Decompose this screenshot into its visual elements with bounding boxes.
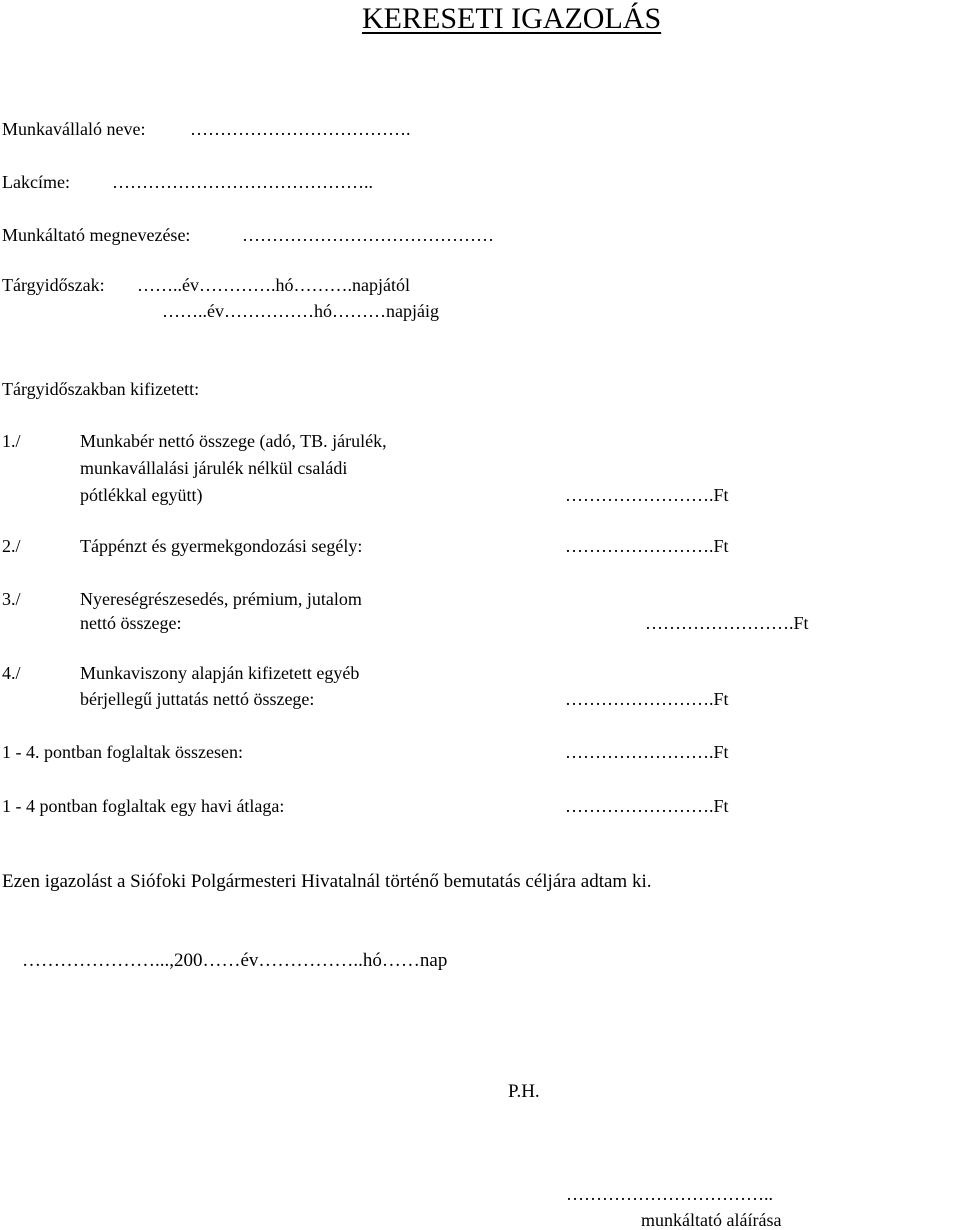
item-number: 2./ bbox=[2, 536, 21, 556]
total-sum-label: 1 - 4. pontban foglaltak összesen: bbox=[2, 742, 243, 762]
monthly-average-label: 1 - 4 pontban foglaltak egy havi átlaga: bbox=[2, 796, 285, 816]
employer-label: Munkáltató megnevezése: bbox=[2, 225, 191, 245]
item-label-line: Táppénzt és gyermekgondozási segély: bbox=[80, 536, 363, 556]
item-label-line: Munkabér nettó összege (adó, TB. járulék, bbox=[80, 431, 387, 451]
stamp-placeholder: P.H. bbox=[508, 1081, 540, 1102]
item-label-line: bérjellegű juttatás nettó összege: bbox=[80, 689, 315, 709]
document-title: KERESETI IGAZOLÁS bbox=[362, 2, 662, 35]
item-number: 4./ bbox=[2, 663, 21, 683]
employee-name-field[interactable]: ………………………………. bbox=[190, 119, 411, 139]
employer-field[interactable]: …………………………………… bbox=[242, 225, 494, 245]
total-sum-field[interactable]: …………………….Ft bbox=[565, 742, 729, 762]
item-amount-field[interactable]: …………………….Ft bbox=[645, 613, 809, 633]
date-field[interactable]: …………………...,200……év……………..hó……nap bbox=[22, 950, 448, 971]
item-amount-field[interactable]: …………………….Ft bbox=[565, 485, 729, 505]
item-number: 3./ bbox=[2, 589, 21, 609]
signature-field[interactable]: …………………………….. bbox=[566, 1184, 773, 1204]
item-label-line: pótlékkal együtt) bbox=[80, 485, 203, 505]
item-label-line: munkavállalási járulék nélkül családi bbox=[80, 458, 348, 478]
item-label-line: nettó összege: bbox=[80, 613, 182, 633]
period-to-field[interactable]: ……..év……………hó………napjáig bbox=[162, 301, 439, 321]
item-number: 1./ bbox=[2, 431, 21, 451]
employee-name-label: Munkavállaló neve: bbox=[2, 119, 146, 139]
period-label: Tárgyidőszak: bbox=[2, 275, 105, 295]
address-label: Lakcíme: bbox=[2, 172, 70, 192]
statement-text: Ezen igazolást a Siófoki Polgármesteri Hivatalnál történő bemutatás céljára adtam ki. bbox=[2, 871, 652, 892]
paid-heading: Tárgyidőszakban kifizetett: bbox=[2, 379, 200, 399]
item-label-line: Nyereségrészesedés, prémium, jutalom bbox=[80, 589, 362, 609]
period-from-field[interactable]: ……..év………….hó……….napjától bbox=[137, 275, 410, 295]
item-amount-field[interactable]: …………………….Ft bbox=[565, 689, 729, 709]
monthly-average-field[interactable]: …………………….Ft bbox=[565, 796, 729, 816]
item-label-line: Munkaviszony alapján kifizetett egyéb bbox=[80, 663, 360, 683]
signature-label: munkáltató aláírása bbox=[641, 1210, 782, 1230]
item-amount-field[interactable]: …………………….Ft bbox=[565, 536, 729, 556]
address-field[interactable]: …………………………………….. bbox=[112, 172, 373, 192]
